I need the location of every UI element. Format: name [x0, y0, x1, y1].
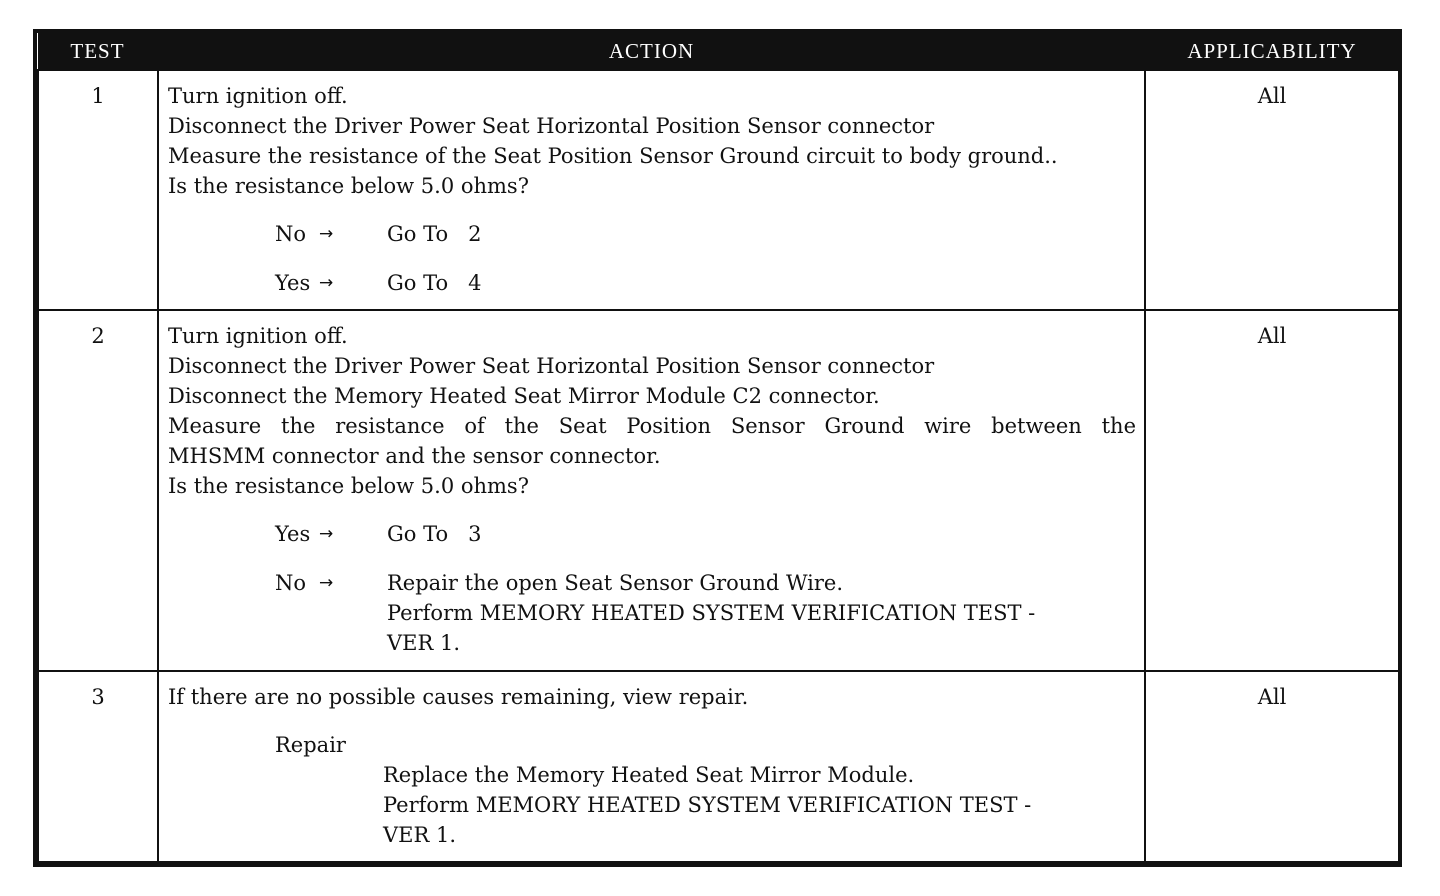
applicability-value: All [1145, 671, 1399, 862]
action-line: Turn ignition off. [168, 84, 348, 108]
header-test: TEST [38, 33, 158, 70]
goto-label: Go To [387, 522, 449, 546]
table-row [38, 671, 1399, 862]
action-line: Disconnect the Driver Power Seat Horizontal Position Sensor connector [168, 114, 935, 138]
right-arrow-icon: → [319, 273, 334, 293]
test-number: 3 [38, 671, 158, 862]
answer-label: Yes [275, 271, 311, 295]
action-line: Measure the resistance of the Seat Position Sensor Ground circuit to body ground.. [168, 144, 1058, 168]
repair-steps [383, 760, 1136, 850]
result-line: Repair the open Seat Sensor Ground Wire. [387, 571, 844, 595]
test-number: 2 [38, 310, 158, 671]
outcome-yes [275, 268, 1136, 298]
goto-label: Go To [387, 271, 449, 295]
applicability-value: All [1145, 310, 1399, 671]
goto-target: 2 [468, 222, 482, 246]
goto-label: Go To [387, 222, 449, 246]
result-line: VER 1. [387, 631, 461, 655]
outcome-list [275, 219, 1136, 298]
diagnostic-test-table [37, 33, 1400, 863]
action-line: MHSMM connector and the sensor connector. [168, 444, 661, 468]
repair-line: VER 1. [383, 823, 457, 847]
right-arrow-icon: → [319, 224, 334, 244]
outcome-list [275, 519, 1136, 658]
action-line: If there are no possible causes remaining, view repair. [168, 685, 749, 709]
table-row [38, 310, 1399, 671]
outcome-result [387, 519, 1136, 549]
repair-block [275, 730, 1136, 850]
test-number: 1 [38, 70, 158, 310]
action-cell [158, 310, 1145, 671]
action-line: Turn ignition off. [168, 324, 348, 348]
outcome-no [275, 219, 1136, 249]
action-line: Is the resistance below 5.0 ohms? [168, 174, 529, 198]
answer-label: No [275, 222, 307, 246]
goto-target: 3 [468, 522, 482, 546]
outcome-result [387, 219, 1136, 249]
outcome-no [275, 568, 1136, 658]
action-line: Disconnect the Memory Heated Seat Mirror Module C2 connector. [168, 384, 880, 408]
table-row [38, 70, 1399, 310]
action-line: Disconnect the Driver Power Seat Horizontal Position Sensor connector [168, 354, 935, 378]
repair-line: Replace the Memory Heated Seat Mirror Module. [383, 763, 915, 787]
applicability-value: All [1145, 70, 1399, 310]
table-header-row [38, 33, 1399, 70]
right-arrow-icon: → [319, 524, 334, 544]
header-action: ACTION [158, 33, 1145, 70]
answer-label: No [275, 571, 307, 595]
header-applicability: APPLICABILITY [1145, 33, 1399, 70]
outcome-result [387, 268, 1136, 298]
goto-target: 4 [468, 271, 482, 295]
diagnostic-table-frame [33, 29, 1402, 867]
repair-line: Perform MEMORY HEATED SYSTEM VERIFICATION TEST - [383, 793, 1032, 817]
action-line: Measure the resistance of the Seat Position Sensor Ground wire between the [168, 414, 1136, 438]
action-cell [158, 70, 1145, 310]
outcome-yes [275, 519, 1136, 549]
result-line: Perform MEMORY HEATED SYSTEM VERIFICATION TEST - [387, 601, 1036, 625]
answer-label: Yes [275, 522, 311, 546]
action-line: Is the resistance below 5.0 ohms? [168, 474, 529, 498]
outcome-result [387, 568, 1136, 658]
right-arrow-icon: → [319, 573, 334, 593]
action-cell [158, 671, 1145, 862]
repair-label: Repair [275, 733, 346, 757]
